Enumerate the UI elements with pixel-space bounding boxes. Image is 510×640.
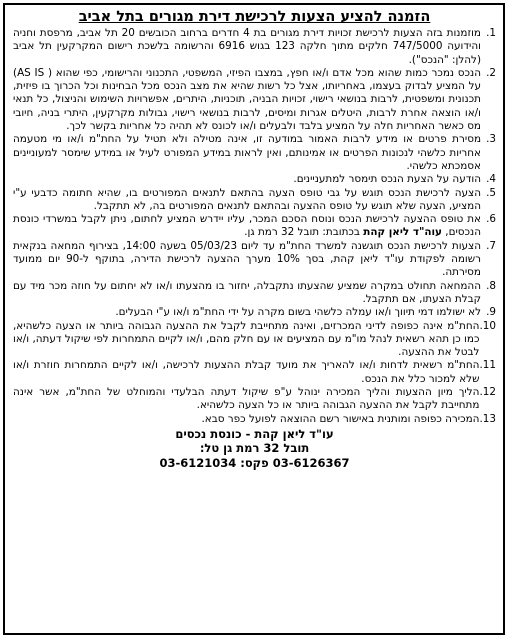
clause-number: 5. xyxy=(486,186,496,199)
clause-4 xyxy=(13,173,496,186)
clause-3 xyxy=(13,133,496,173)
clause-text: את טופס ההצעה לרכישת הנכס ונוסח הסכם המכר, עליו יידרש המציע לחתום, ניתן לקבל במשרדי כונסת הנכסים, עוה"ד ליאן קהת בכתובת: תובל 32 רמת גן. xyxy=(13,213,481,239)
clause-text: הצעות לרכישת הנכס תוגשנה למשרד החת"מ עד ליום 05/03/23 בשעה 14:00, בצירוף המחאה בנקאית רשומה לפקודת עו"ד ליאן קהת, בסך 10% מערך ההצעה לרכישת הדירה, בתוקף ל-90 יום ממועד מסירתה. xyxy=(13,239,481,279)
clause-11 xyxy=(13,359,496,386)
clause-number: 4. xyxy=(486,173,496,186)
clause-number: 13. xyxy=(479,412,496,425)
lawyer-name-highlight: עוה"ד ליאן קהת xyxy=(363,226,442,239)
clause-8 xyxy=(13,280,496,307)
signature-block xyxy=(13,427,496,471)
clause-1 xyxy=(13,27,496,67)
clause-text: הצעה לרכישת הנכס תוגש על גבי טופס הצעה בהתאם לתנאים המפורטים בו, שהיא חתומה כדבעי ע"י המציע, הצעה שלא תוגש על טופס ההצעה ובהתאם לתנאים המפורטים בה, לא תתקבל. xyxy=(13,186,481,212)
clause-number: 12. xyxy=(479,386,496,399)
signature-phone-fax: 03-6126367 פקס: 03-6121034 xyxy=(159,455,350,470)
clause-12 xyxy=(13,386,496,413)
public-notice xyxy=(3,3,505,635)
clause-number: 7. xyxy=(486,239,496,252)
clause-text: מוזמנות בזה הצעות לרכישת זכויות דירת מגורים בת 4 חדרים ברחוב הכובשים 20 תל אביב, מרפסת וחניה והידועה 747/5000 חלקים מתוך חלקה 123 בגוש 6916 והרשומה בלשכת רישום המקרקעין תל אביב (להלן: "הנכס"). xyxy=(13,27,481,66)
notice-title: הזמנה להציע הצעות לרכישת דירת מגורים בתל אביב xyxy=(78,9,431,25)
clause-7 xyxy=(13,240,496,280)
signature-address: תובל 32 רמת גן טל: xyxy=(199,441,310,456)
clause-number: 1. xyxy=(486,27,496,39)
clause-text: החת"מ רשאית לדחות ו/או להאריך את מועד קבלת ההצעות לרכישה, ו/או לקיים התמחרות חוזרת ו/או שלא למכור כלל את הנכס. xyxy=(13,359,480,385)
clause-number: 2. xyxy=(486,66,496,79)
clause-number: 6. xyxy=(486,213,496,226)
clauses-list xyxy=(13,27,496,426)
clause-text: לא ישולמו דמי תיווך ו/או עמלה כלשהי בשום מקרה על ידי החת"מ ו/או ע"י הבעלים. xyxy=(115,306,481,319)
clause-13 xyxy=(13,413,496,426)
clause-number: 11. xyxy=(479,359,496,372)
clause-number: 9. xyxy=(486,306,496,319)
clause-text: ההמחאה תחולט במקרה שמציע שהצעתו נתקבלה, יחזור בו מהצעתו ו/או לא יחתום על חוזה מכר מיד עם קבלת הצעתו, אם תתקבל. xyxy=(13,279,481,305)
clause-9 xyxy=(13,306,496,319)
clause-10 xyxy=(13,320,496,360)
clause-text: הודעה על הצעת הנכס תימסר למתעניינים. xyxy=(293,173,481,186)
clause-text: הנכס נמכר כמות שהוא מכל אדם ו/או חפץ, במצבו הפיזי, המשפטי, התכנוני והרישומי, כפי שהוא ( AS IS) על המציע לבדוק בעצמו, באחריותו, אצל כל רשות שהיא את מצב הנכס מכל הבחינות וכל הכרוך בו פיזית, תכנונית ומשפטית, לרבות בנושאי רישוי, זכויות הבניה, תוכניות, היתרים, אפשרויות השימוש והניצול, כל תנאי ו/או הוצאה אחרת לרבות, היטלים אגרות ומיסים, לרבות בנושאי רישוי, גבולות מקרקעין, היתרי בניה, חיובי מס כאשר האחריות חלה על המציע בלבד ולבעלים ו/או לכונס לא תהיה כל אחריות בקשר לכך. xyxy=(13,66,481,133)
clause-5 xyxy=(13,187,496,214)
clause-6 xyxy=(13,213,496,240)
clause-text: החת"מ אינה כפופה לדיני המכרזים, ואינה מתחייבת לקבל את ההצעה הגבוהה ביותר או הצעה כלשהיא, כמו כן תהא רשאית לנהל מו"מ עם המציעים או עם חלק מהם, ו/או לקיים התמחרות לפי שיקול דעתה, ו/או לבטל את ההצעה. xyxy=(13,319,480,359)
clause-text: מסירת פרטים או מידע לרבות האמור במודעה זו, אינה מטילה ולא תטיל על החת"מ ו/או מי מטעמה אחריות כלשהי לנכונות הפרטים או אמינותם, ואין לראות במידע המפורט לעיל או במידע שימסר למעוניינים אסמכתא כלשהי. xyxy=(13,133,481,172)
clause-number: 10. xyxy=(479,319,496,332)
clause-number: 3. xyxy=(486,133,496,146)
clause-text: המכירה כפופה ומותנית באישור רשם ההוצאה לפועל כפר סבא. xyxy=(201,412,480,425)
signature-name: עו"ד ליאן קהת - כונסת נכסים xyxy=(175,426,334,441)
clause-text: הליך מיון ההצעות והליך המכירה ינוהל ע"פ שיקול דעתה הבלעדי והמוחלט של החת"מ, אשר אינה מתחייבת לקבל את ההצעה הגבוהה ביותר או כל הצעה כלשהיא. xyxy=(13,386,480,412)
clause-2 xyxy=(13,67,496,133)
clause-number: 8. xyxy=(486,279,496,292)
